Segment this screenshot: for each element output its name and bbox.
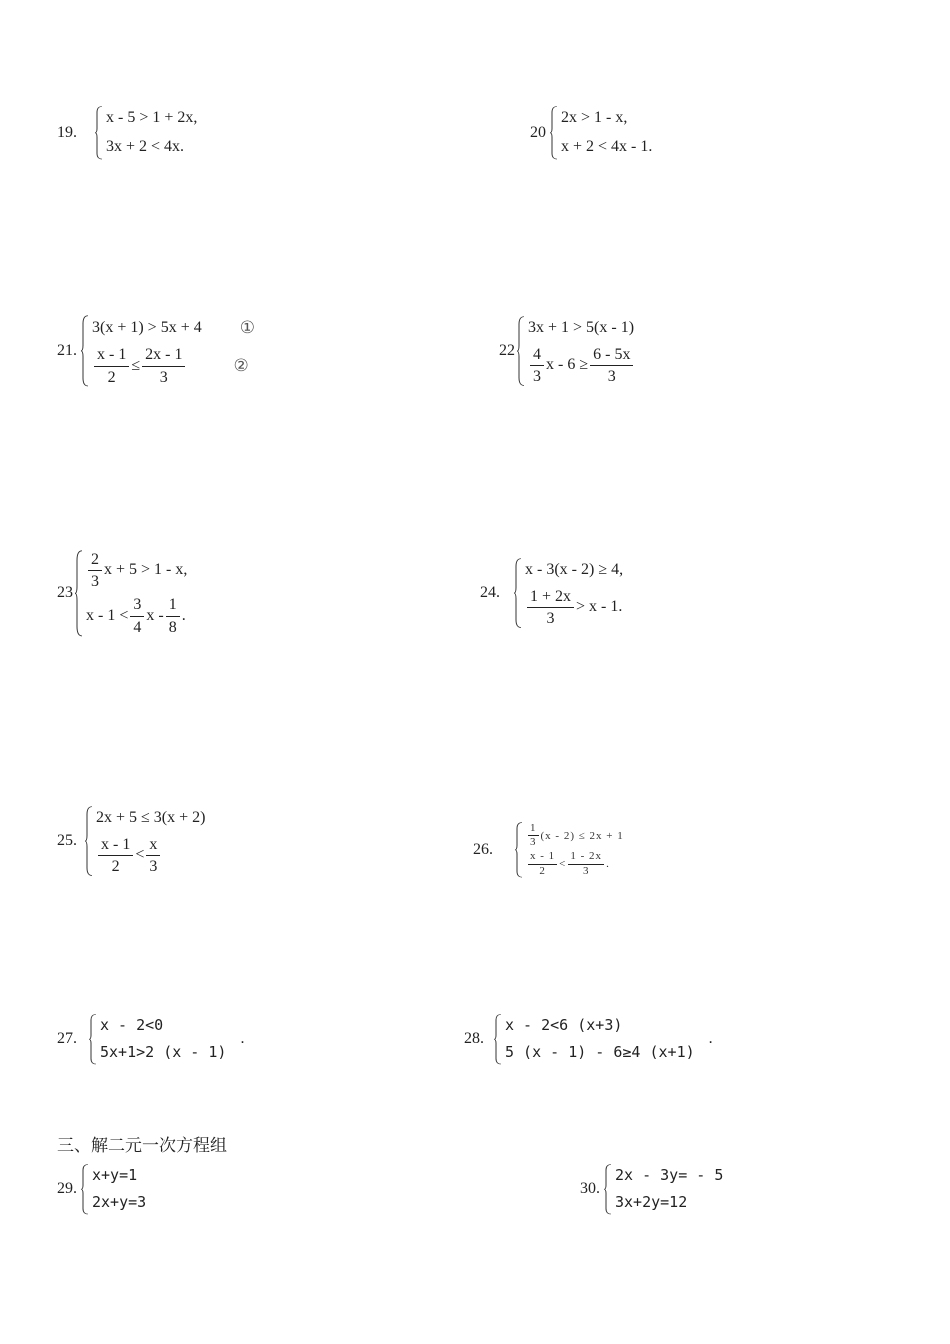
problem-number: 27. [57,1030,77,1048]
inequality-line: 3(x + 1) > 5x + 4 [92,318,202,336]
equation-line: x+y=1 [92,1166,138,1184]
fraction: $\frac{x}{3}$ [146,835,160,876]
inequality-line: 5 (x - 1) - 6≥4 (x+1) [505,1043,695,1062]
inequality-line: x - 2<6 (x+3) [505,1016,623,1034]
fraction: $\frac{1}{8}$ [166,595,180,636]
period: . [240,1030,245,1048]
problem-27 [57,1014,244,1065]
problem-29 [57,1164,146,1215]
expression: > x - 1. [576,598,623,616]
inequality-line: x + 2 < 4x - 1. [561,137,653,155]
problem-number: 25. [57,832,77,850]
relation-symbol: < [559,857,567,870]
fraction: $\frac{2x - 1}{3}$ [142,345,185,386]
fraction: $\frac{x - 1}{2}$ [98,835,133,876]
expression: (x - 2) ≤ 2x + 1 [540,829,624,842]
equation-line: 3x+2y=12 [615,1193,688,1212]
expression: x + 5 > 1 - x, [104,561,188,579]
inequality-line: 2x + 5 ≤ 3(x + 2) [96,809,206,826]
period: . [606,857,610,870]
problem-number: 22 [499,342,515,360]
brace-icon [89,1014,97,1065]
problem-number: 19. [57,123,77,141]
circled-number-1: ① [239,318,255,337]
brace-icon [514,558,522,628]
problem-21 [57,315,255,387]
relation-symbol: < [135,846,145,864]
problem-25 [57,806,205,876]
brace-icon [494,1014,502,1065]
problem-number: 26. [473,840,493,858]
fraction: $\frac{1 - 2x}{3}$ [570,850,603,877]
brace-icon [81,1164,89,1215]
problem-24 [480,558,623,628]
inequality-line: x - 3(x - 2) ≥ 4, [525,561,624,578]
fraction: $\frac{6 - 5x}{3}$ [590,345,633,386]
problem-number: 20 [530,123,546,141]
problem-26 [473,822,624,878]
expression: x - 1 < [86,606,129,624]
fraction: $\frac{x - 1}{2}$ [530,850,556,877]
fraction: $\frac{1}{3}$ [530,822,537,849]
problem-19 [57,106,197,160]
brace-icon [517,316,525,386]
fraction: $\frac{3}{4}$ [130,595,144,636]
period: . [708,1030,713,1048]
fraction: $\frac{x - 1}{2}$ [94,345,129,386]
problem-20 [530,106,652,160]
inequality-line: x - 2<0 [100,1016,164,1034]
problem-number: 23 [57,584,73,602]
fraction: $\frac{4}{3}$ [530,345,544,386]
problem-number: 24. [480,584,500,602]
equation-line: 2x+y=3 [92,1193,147,1212]
problem-number: 28. [464,1030,484,1048]
problem-number: 30. [580,1180,600,1198]
inequality-line: 5x+1>2 (x - 1) [100,1043,227,1062]
brace-icon [95,106,103,160]
brace-icon [85,806,93,876]
inequality-line: 3x + 1 > 5(x - 1) [528,319,635,336]
problem-23 [57,550,187,637]
equation-line: 2x - 3y= - 5 [615,1166,724,1184]
brace-icon [81,315,89,387]
problem-28 [464,1014,713,1065]
brace-icon [550,106,558,160]
relation-symbol: ≤ [131,356,141,374]
brace-icon [515,822,523,878]
problem-22 [499,316,635,386]
expression: x - [146,606,164,624]
section-title: 三、解二元一次方程组 [57,1136,227,1155]
circled-number-2: ② [233,355,249,375]
period: . [181,606,186,624]
problem-30 [580,1164,723,1215]
brace-icon [604,1164,612,1215]
inequality-line: 2x > 1 - x, [561,109,628,126]
inequality-line: 3x + 2 < 4x. [106,137,185,155]
expression: x - 6 ≥ [546,356,589,374]
brace-icon [75,550,83,637]
fraction: $\frac{1 + 2x}{3}$ [527,587,574,628]
problem-number: 29. [57,1180,77,1198]
inequality-line: x - 5 > 1 + 2x, [106,109,198,126]
fraction: $\frac{2}{3}$ [88,550,102,591]
problem-number: 21. [57,341,77,359]
